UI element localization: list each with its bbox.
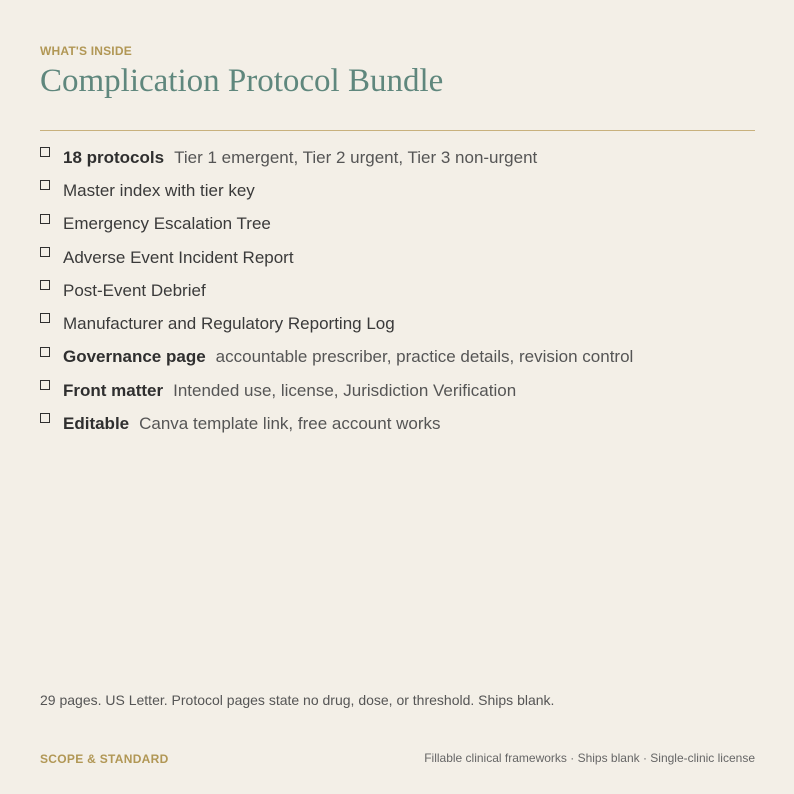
item-description: Tier 1 emergent, Tier 2 urgent, Tier 3 non-urgent (174, 147, 538, 167)
section-eyebrow: WHAT'S INSIDE (40, 44, 132, 58)
item-label: Manufacturer and Regulatory Reporting Log (63, 314, 395, 334)
checkbox[interactable] (40, 347, 50, 357)
checkbox[interactable] (40, 214, 50, 224)
list-item (40, 373, 755, 406)
footer-tagline: Fillable clinical frameworks · Ships blank · Single-clinic license (424, 751, 755, 765)
item-label: Post-Event Debrief (63, 280, 206, 300)
list-item (40, 173, 755, 206)
list-item (40, 273, 755, 306)
item-label: Governance page (63, 347, 206, 367)
item-label: Editable (63, 414, 130, 434)
item-text (63, 381, 516, 399)
list-item (40, 240, 755, 273)
item-text (63, 281, 206, 299)
checkbox[interactable] (40, 147, 50, 157)
list-item (40, 406, 755, 439)
item-text (63, 181, 255, 199)
item-description: Intended use, license, Jurisdiction Verification (173, 380, 517, 400)
footer-brand: SCOPE & STANDARD (40, 752, 169, 766)
checkbox[interactable] (40, 413, 50, 423)
checkbox[interactable] (40, 313, 50, 323)
list-item (40, 306, 755, 339)
checkbox[interactable] (40, 180, 50, 190)
list-item (40, 340, 755, 373)
item-description: accountable prescriber, practice details, revision control (215, 347, 634, 367)
checkbox[interactable] (40, 280, 50, 290)
checkbox[interactable] (40, 247, 50, 257)
item-label: Front matter (63, 380, 164, 400)
item-label: 18 protocols (63, 147, 165, 167)
item-label: Master index with tier key (63, 180, 255, 200)
item-text (63, 414, 441, 432)
item-text (63, 214, 271, 232)
title-divider (40, 130, 755, 131)
item-text (63, 314, 395, 332)
item-label: Adverse Event Incident Report (63, 247, 294, 267)
page-footnote: 29 pages. US Letter. Protocol pages state no drug, dose, or threshold. Ships blank. (40, 692, 555, 708)
contents-list (40, 140, 755, 440)
item-description: Canva template link, free account works (139, 414, 441, 434)
item-text (63, 347, 633, 365)
checkbox[interactable] (40, 380, 50, 390)
page-title: Complication Protocol Bundle (40, 63, 444, 99)
list-item (40, 140, 755, 173)
item-text (63, 248, 294, 266)
list-item (40, 207, 755, 240)
item-label: Emergency Escalation Tree (63, 214, 271, 234)
item-text (63, 148, 537, 166)
